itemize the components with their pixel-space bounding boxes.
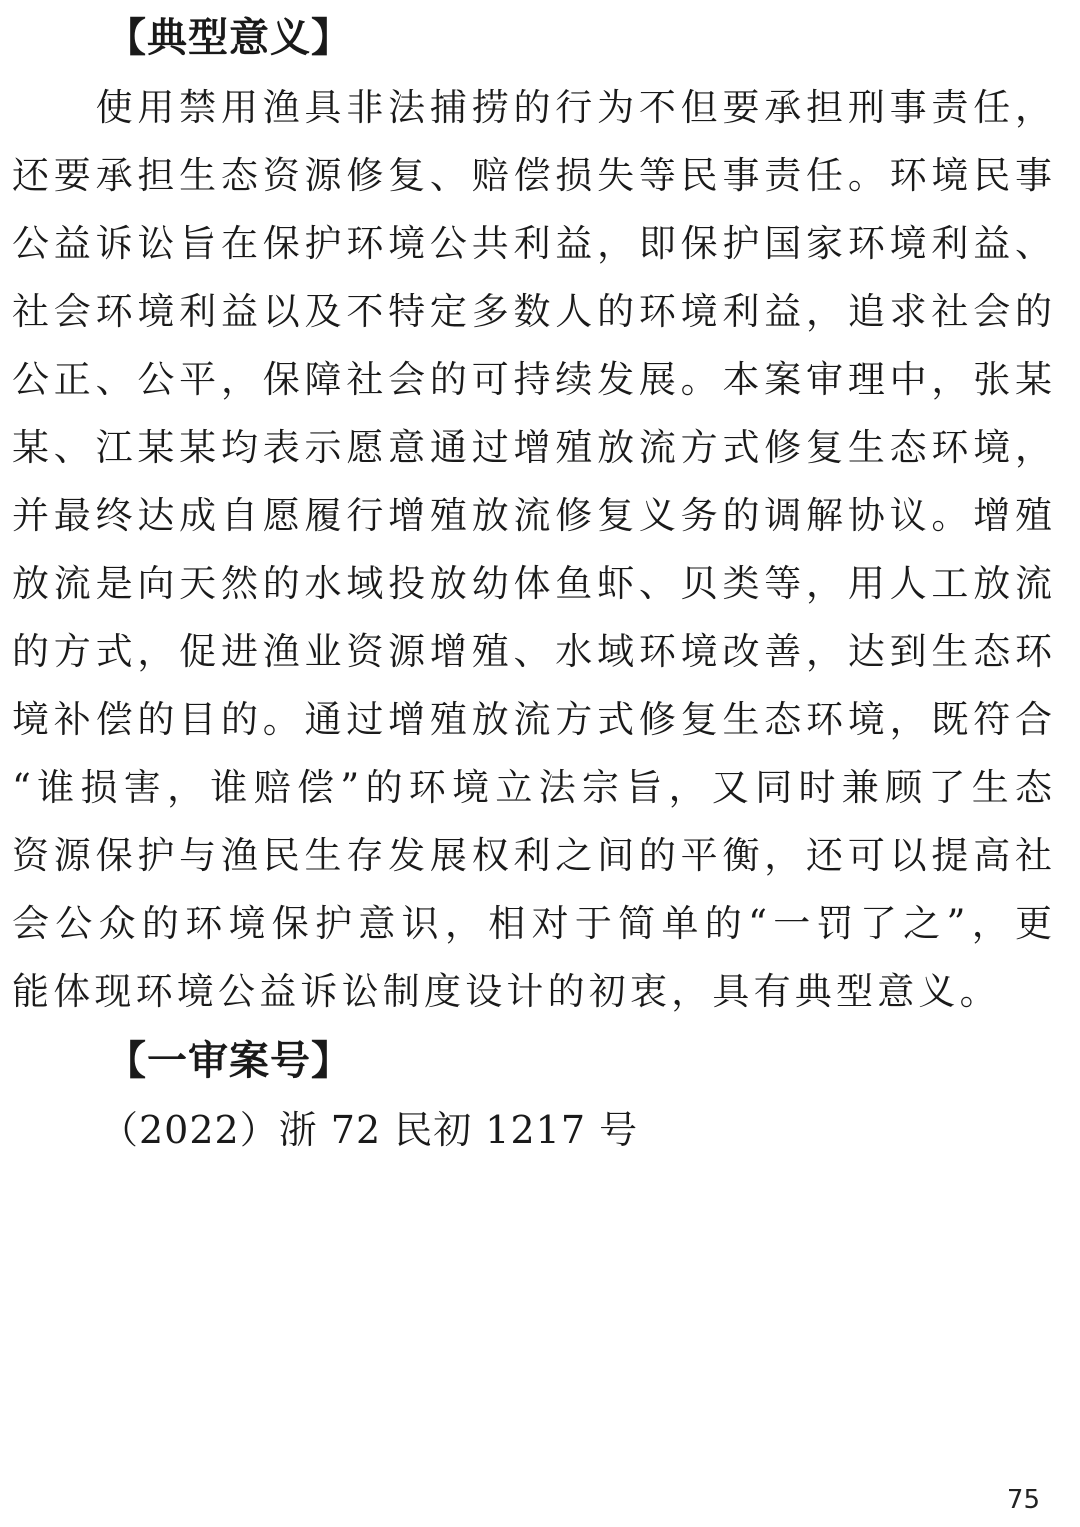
paragraph-line: “谁损害，谁赔偿”的环境立法宗旨，又同时兼顾了生态 (12, 766, 1052, 809)
paragraph-line: 公益诉讼旨在保护环境公共利益，即保护国家环境利益、 (12, 222, 1052, 265)
page-number: 75 (1006, 1485, 1040, 1515)
paragraph-line: 还要承担生态资源修复、赔偿损失等民事责任。环境民事 (12, 154, 1052, 197)
paragraph-line: 的方式，促进渔业资源增殖、水域环境改善，达到生态环 (12, 630, 1052, 673)
first-instance-case-number: （2022）浙 72 民初 1217 号 (100, 1108, 639, 1152)
paragraph-line: 会公众的环境保护意识，相对于简单的“一罚了之”，更 (12, 902, 1052, 945)
paragraph-line: 某、江某某均表示愿意通过增殖放流方式修复生态环境， (12, 426, 1052, 469)
section-heading-typical-significance: 【典型意义】 (106, 15, 352, 61)
paragraph-line: 公正、公平，保障社会的可持续发展。本案审理中，张某 (12, 358, 1052, 401)
paragraph-line: 境补偿的目的。通过增殖放流方式修复生态环境，既符合 (12, 698, 1052, 741)
section-heading-case-number: 【一审案号】 (106, 1038, 352, 1084)
paragraph-line: 社会环境利益以及不特定多数人的环境利益，追求社会的 (12, 290, 1052, 333)
paragraph-line: 并最终达成自愿履行增殖放流修复义务的调解协议。增殖 (12, 494, 1052, 537)
paragraph-line: 能体现环境公益诉讼制度设计的初衷，具有典型意义。 (12, 970, 1001, 1013)
paragraph-line: 资源保护与渔民生存发展权利之间的平衡，还可以提高社 (12, 834, 1052, 877)
paragraph-line: 放流是向天然的水域投放幼体鱼虾、贝类等，用人工放流 (12, 562, 1052, 605)
paragraph-line: 使用禁用渔具非法捕捞的行为不但要承担刑事责任， (12, 86, 1052, 129)
